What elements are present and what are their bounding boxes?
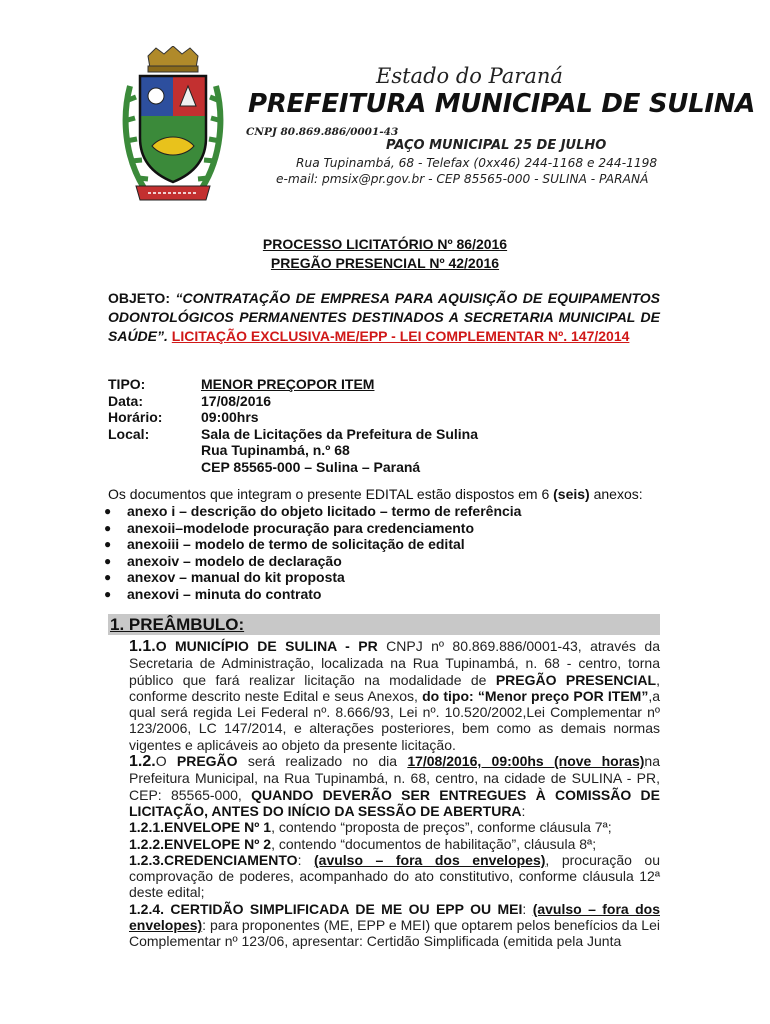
clause-number: 1.1.	[129, 638, 156, 655]
clause-text: na Prefeitura Municipal, na Rua Tupinambá, n. 68, centro, na cidade de SULINA - PR, CEP: 85565-000,	[129, 753, 660, 803]
annex-label: anexoii–modelode procuração para credenciamento	[127, 519, 475, 536]
documents-intro-suffix: anexos:	[589, 486, 643, 502]
clause-text: O MUNICÍPIO DE SULINA - PR	[155, 638, 378, 654]
municipal-coat-of-arms-icon	[118, 46, 228, 212]
annex-label: anexo i – descrição do objeto licitado – termo de referência	[127, 503, 522, 519]
clause-text: :	[522, 900, 533, 917]
letterhead-state: Estado do Paraná	[376, 64, 563, 88]
clause-text: PREGÃO PRESENCIAL	[495, 671, 657, 688]
clause-text: 1.2.2.ENVELOPE Nº 2	[129, 835, 272, 852]
meta-value: MENOR PREÇOPOR ITEM	[201, 376, 375, 392]
meta-row-data	[108, 393, 478, 410]
exclusive-notice: LICITAÇÃO EXCLUSIVA-ME/EPP - LEI COMPLEMENTAR Nº. 147/2014	[171, 328, 630, 344]
annex-item	[104, 503, 522, 520]
annex-item	[104, 569, 521, 586]
clause-text: 1.2.4. CERTIDÃO SIMPLIFICADA DE ME OU EPP OU MEI	[129, 900, 523, 917]
annex-item	[104, 585, 521, 603]
clause-1-1	[129, 638, 660, 753]
preambulo-body	[129, 638, 660, 950]
pregao-heading: PREGÃO PRESENCIAL Nº 42/2016	[270, 255, 500, 271]
meta-key	[108, 442, 201, 459]
meta-key: Data:	[108, 392, 144, 409]
clause-number: 1.2.	[129, 753, 156, 771]
clause-text: (avulso – fora dos envelopes)	[314, 851, 546, 868]
clause-text: : para proponentes (ME, EPP e MEI) que optarem pelos benefícios da Lei Complementar nº 123/06, apresentar: Certidão Simplificada (emitida pela Junta	[129, 917, 660, 950]
meta-value: CEP 85565-000 – Sulina – Paraná	[201, 458, 421, 475]
clause-text: do tipo: “Menor preço POR ITEM”	[422, 687, 649, 704]
objeto-label: OBJETO:	[108, 290, 170, 306]
annex-label: anexoiii – modelo de termo de solicitação de edital	[127, 536, 465, 552]
annex-item	[104, 552, 521, 570]
clause-1-2-3	[129, 852, 660, 901]
annex-list	[104, 503, 522, 602]
annex-label: anexoiv – modelo de declaração	[127, 552, 342, 569]
clause-text: 1.2.3.CREDENCIAMENTO	[129, 851, 298, 868]
clause-text: , procuração ou comprovação de poderes, acompanhado do ato constitutivo, conforme cláusula 12ª deste edital;	[129, 851, 660, 901]
meta-row-local	[108, 426, 478, 443]
annex-label: anexovi – minuta do contrato	[127, 585, 322, 602]
bullet-icon: ●	[104, 520, 112, 535]
meta-value: 09:00hrs	[201, 409, 259, 425]
bullet-icon: ●	[104, 537, 112, 551]
meta-value: Sala de Licitações da Prefeitura de Sulina	[201, 425, 478, 442]
meta-row-address	[108, 442, 478, 459]
clause-text: ,a qual será regida Lei Federal nº. 8.666/93, Lei nº. 10.520/2002,Lei Complementar nº 123/2006, LC 147/2014, e alterações posteriores, bem como as demais normas vigentes e aplicáveis ao objeto da presente licitação.	[129, 687, 661, 753]
meta-table	[108, 376, 478, 475]
bullet-icon: ●	[104, 504, 112, 518]
bullet-icon: ●	[104, 553, 112, 568]
clause-text: (avulso – fora dos envelopes)	[129, 900, 660, 934]
meta-value: 17/08/2016	[201, 392, 272, 409]
meta-row-cep	[108, 459, 478, 476]
process-heading: PROCESSO LICITATÓRIO Nº 86/2016	[262, 236, 508, 252]
annex-label: anexov – manual do kit proposta	[127, 569, 345, 585]
bullet-icon: ●	[104, 570, 112, 584]
letterhead-email: e-mail: pmsix@pr.gov.br - CEP 85565-000 - SULINA - PARANÁ	[276, 172, 649, 186]
clause-text: :	[297, 851, 314, 868]
clause-text: O	[155, 753, 177, 770]
clause-text: 17/08/2016, 09:00hs (nove horas)	[407, 753, 645, 770]
clause-text: , contendo “documentos de habilitação”, cláusula 8ª;	[271, 835, 597, 852]
clause-1-2-4	[129, 901, 660, 950]
section-title: 1. PREÂMBULO:	[110, 615, 245, 634]
letterhead-cnpj: CNPJ 80.869.886/0001-43	[246, 126, 399, 138]
letterhead-paco: PAÇO MUNICIPAL 25 DE JULHO	[386, 138, 607, 153]
annex-item	[104, 519, 521, 537]
clause-text: CNPJ nº 80.869.886/0001-43, através da Secretaria de Administração, localizada na Rua Tupinambá, n. 68 - centro, torna público que fará realizar licitação na modalidade de	[129, 638, 660, 688]
meta-value: Rua Tupinambá, n.º 68	[201, 442, 350, 458]
documents-intro	[108, 486, 643, 502]
meta-key: Local:	[108, 425, 150, 442]
clause-text: QUANDO DEVERÃO SER ENTREGUES À COMISSÃO DE LICITAÇÃO, ANTES DO INÍCIO DA SESSÃO DE ABERTURA	[129, 786, 661, 819]
objeto-paragraph	[108, 289, 660, 346]
letterhead	[118, 46, 756, 212]
clause-text: , conforme descrito neste Edital e seus Anexos,	[129, 671, 660, 704]
meta-key: Horário:	[108, 409, 163, 425]
objeto-text: “CONTRATAÇÃO DE EMPRESA PARA AQUISIÇÃO DE EQUIPAMENTOS ODONTOLÓGICOS PERMANENTES DESTINADOS A SECRETARIA MUNICIPAL DE SAÚDE”.	[108, 290, 661, 344]
clause-text: :	[521, 802, 526, 819]
clause-1-2-1	[129, 819, 660, 835]
meta-key	[108, 459, 201, 476]
letterhead-address: Rua Tupinambá, 68 - Telefax (0xx46) 244-1168 e 244-1198	[296, 156, 658, 170]
clause-text: 1.2.1.ENVELOPE Nº 1	[129, 819, 272, 836]
bullet-icon: ●	[104, 586, 112, 601]
meta-row-tipo	[108, 376, 478, 393]
clause-1-2-2	[129, 836, 660, 852]
letterhead-title: PREFEITURA MUNICIPAL DE SULINA	[248, 89, 756, 119]
clause-text: , contendo “proposta de preços”, conforme cláusula 7ª;	[271, 819, 612, 836]
meta-row-horario	[108, 409, 478, 426]
clause-text: PREGÃO	[176, 753, 238, 770]
clause-1-2	[129, 753, 660, 819]
meta-key: TIPO:	[108, 376, 146, 392]
clause-text: será realizado no dia	[237, 753, 408, 770]
documents-count: (seis)	[553, 486, 590, 502]
documents-intro-text: Os documentos que integram o presente EDITAL estão dispostos em 6	[108, 486, 554, 502]
annex-item	[104, 536, 521, 553]
